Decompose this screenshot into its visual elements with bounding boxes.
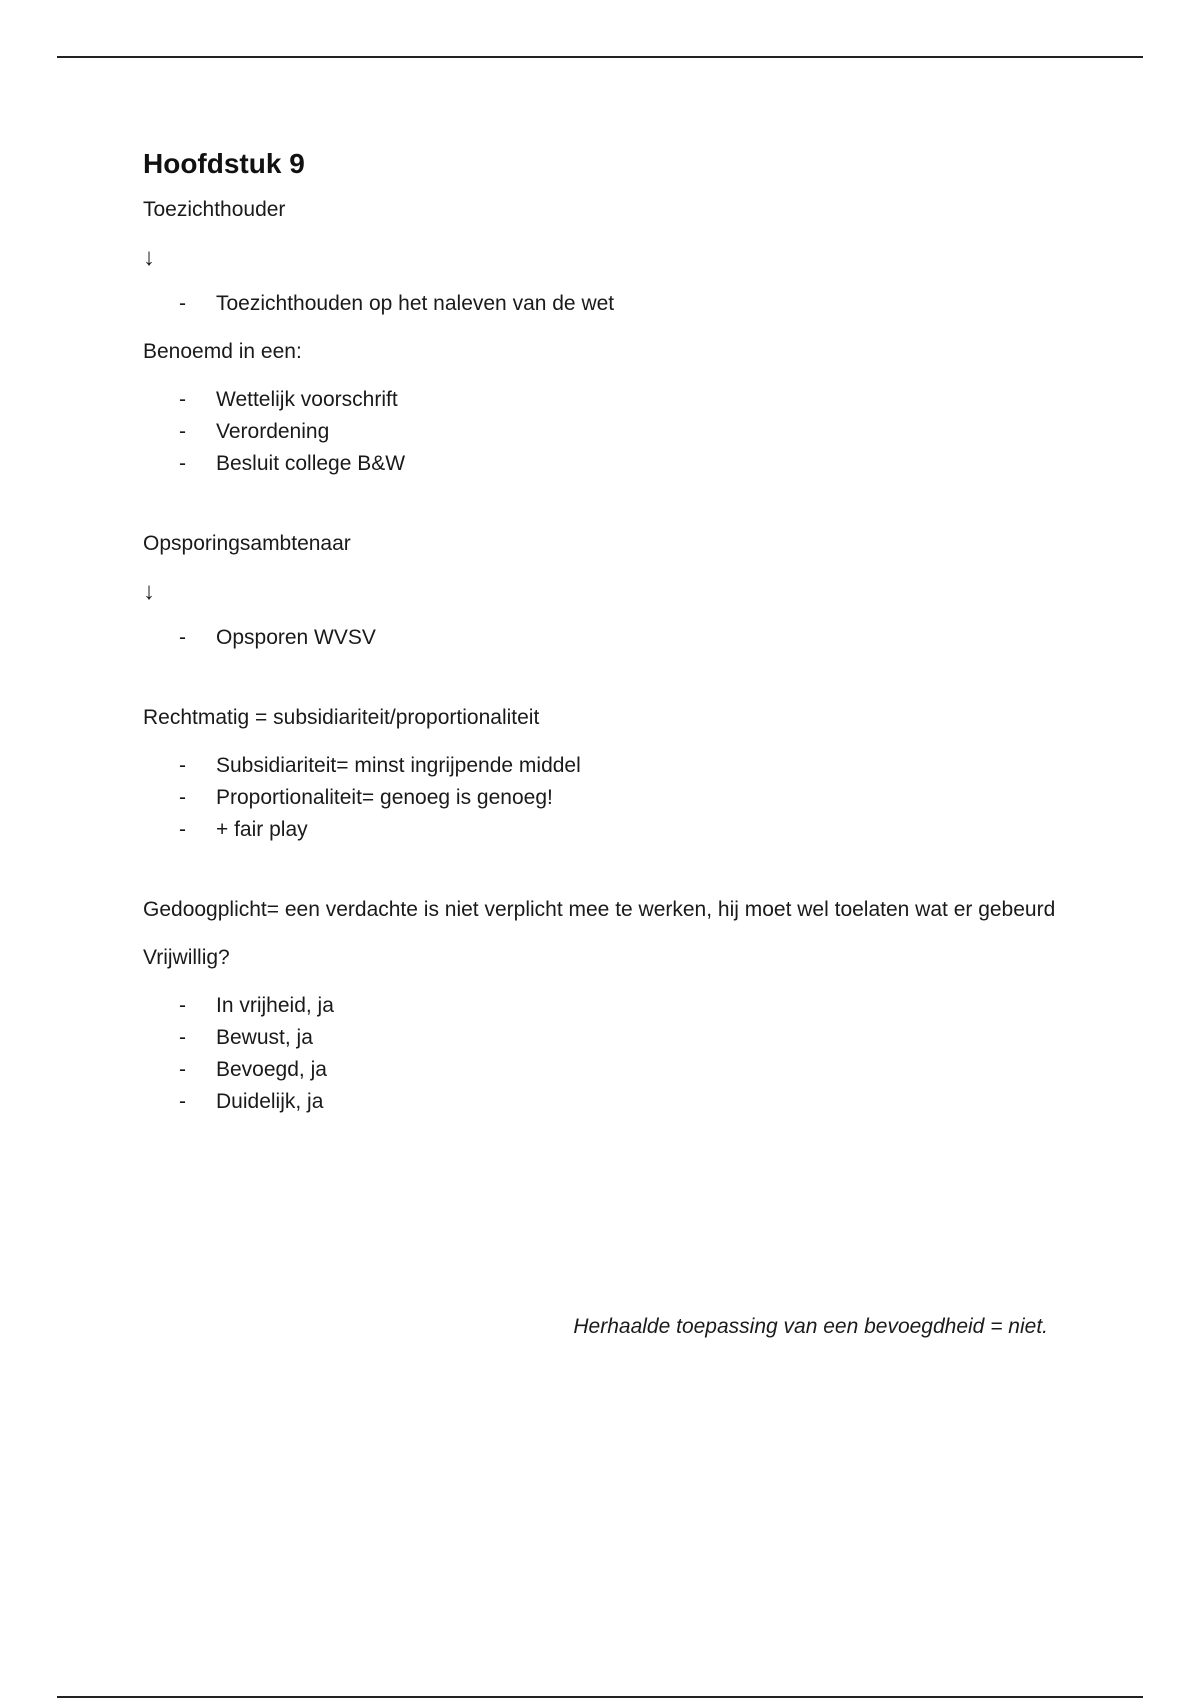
section-heading-rechtmatig: Rechtmatig = subsidiariteit/proportionaliteit [143, 706, 540, 729]
list-item: - Bewust, ja [143, 1022, 1063, 1054]
page-content [143, 144, 1063, 1134]
italic-note: Herhaalde toepassing van een bevoegdheid = niet. [573, 1315, 1048, 1338]
page-title: Hoofdstuk 9 [143, 148, 305, 179]
list-item: - + fair play [143, 814, 1063, 846]
vrijwillig-list [143, 990, 1063, 1118]
down-arrow-icon: ↓ [143, 578, 155, 605]
header-rule [57, 56, 1143, 58]
section-heading-opsporingsambtenaar: Opsporingsambtenaar [143, 532, 351, 555]
list-item: - Toezichthouden op het naleven van de wet [143, 288, 1063, 320]
toezichthouder-task-list [143, 288, 1063, 320]
vrijwillig-question: Vrijwillig? [143, 946, 230, 969]
list-item: - Bevoegd, ja [143, 1054, 1063, 1086]
list-item: - Wettelijk voorschrift [143, 384, 1063, 416]
appointed-list [143, 384, 1063, 480]
appointed-label: Benoemd in een: [143, 340, 302, 363]
list-item: - Duidelijk, ja [143, 1086, 1063, 1118]
down-arrow-icon: ↓ [143, 244, 155, 271]
rechtmatig-list [143, 750, 1063, 846]
section-heading-toezichthouder: Toezichthouder [143, 198, 286, 221]
list-item: - In vrijheid, ja [143, 990, 1063, 1022]
opsporing-task-list [143, 622, 1063, 654]
list-item: - Proportionaliteit= genoeg is genoeg! [143, 782, 1063, 814]
list-item: - Verordening [143, 416, 1063, 448]
list-item: - Opsporen WVSV [143, 622, 1063, 654]
gedoogplicht-text: Gedoogplicht= een verdachte is niet verplicht mee te werken, hij moet wel toelaten wat er gebeurd [143, 898, 1056, 921]
list-item: - Besluit college B&W [143, 448, 1063, 480]
footer-rule [57, 1696, 1143, 1698]
list-item: - Subsidiariteit= minst ingrijpende middel [143, 750, 1063, 782]
